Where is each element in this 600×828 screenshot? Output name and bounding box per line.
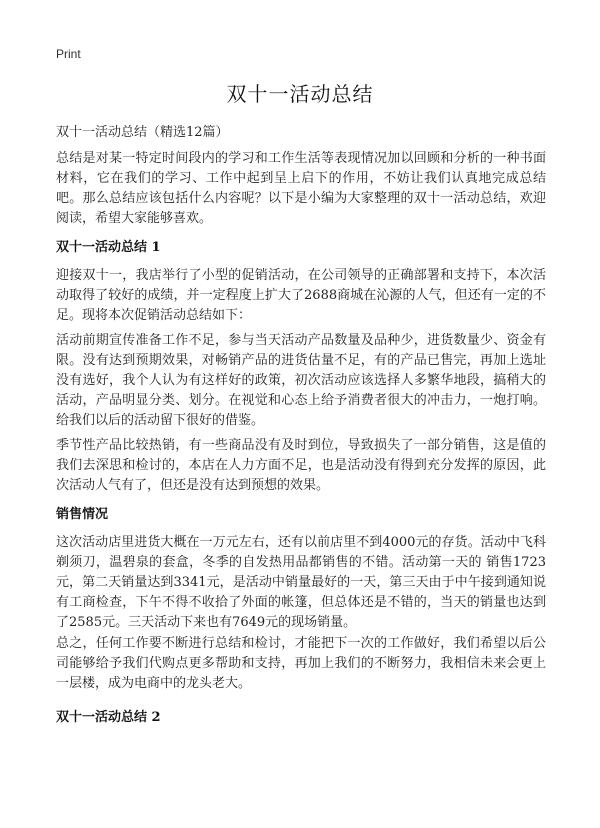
- conclusion-paragraph: 总之，任何工作要不断进行总结和检讨，才能把下一次的工作做好，我们希望以后公司能够给予我们代购点更多帮助和支持，再加上我们的不断努力，我相信未来会更上一层楼，成为电商中的龙头老大。: [56, 636, 546, 691]
- print-link[interactable]: Print: [56, 47, 81, 61]
- body-paragraph: 季节性产品比较热销，有一些商品没有及时到位，导致损失了一部分销售，这是值的我们去深思和检讨的，本店在人力方面不足，也是活动没有得到充分发挥的原因，此次活动人气有了，但还是没有达到预想的效果。: [56, 438, 546, 493]
- section-heading-2: 双十一活动总结 2: [56, 710, 161, 725]
- intro-paragraph: 总结是对某一特定时间段内的学习和工作生活等表现情况加以回顾和分析的一种书面材料，它在我们的学习、工作中起到呈上启下的作用，不妨让我们认真地完成总结吧。那么总结应该包括什么内容呢？以下是小编为大家整理的双十一活动总结，欢迎阅读，希望大家能够喜欢。: [56, 151, 546, 226]
- sales-paragraph: 这次活动店里进货大概在一万元左右，还有以前店里不到4000元的存货。活动中飞科剃须刀，温碧泉的套盒，冬季的自发热用品都销售的不错。活动第一天的 销售1723元，第二天销量达到3341元，是活动中销量最好的一天，第三天由于中午接到通知说有工商检查，下午不得不收拾了外面的帐篷，但总体还是不错的，当天的销量也达到了2585元。三天活动下来也有7649元的现场销量。: [56, 535, 546, 630]
- section-heading-1: 双十一活动总结 1: [56, 240, 161, 255]
- body-paragraph: 活动前期宣传准备工作不足，参与当天活动产品数量及品种少，进货数量少、资金有限。没有达到预期效果，对畅销产品的进货估量不足，有的产品已售完，再加上选址没有选好，我个人认为有这样好的政策，初次活动应该选择人多繁华地段，搞稍大的活动，产品明显分类、划分。在视觉和心态上给予消费者很大的冲击力，一炮打响。给我们以后的活动留下很好的借鉴。: [56, 333, 546, 428]
- sales-heading: 销售情况: [56, 507, 109, 522]
- page-title: 双十一活动总结: [226, 82, 374, 106]
- body-paragraph: 迎接双十一，我店举行了小型的促销活动，在公司领导的正确部署和支持下，本次活动取得了较好的成绩，并一定程度上扩大了2688商城在沁源的人气，但还有一定的不足。现将本次促销活动总结如下：: [56, 268, 546, 323]
- document-subtitle: 双十一活动总结（精选12篇）: [56, 125, 229, 140]
